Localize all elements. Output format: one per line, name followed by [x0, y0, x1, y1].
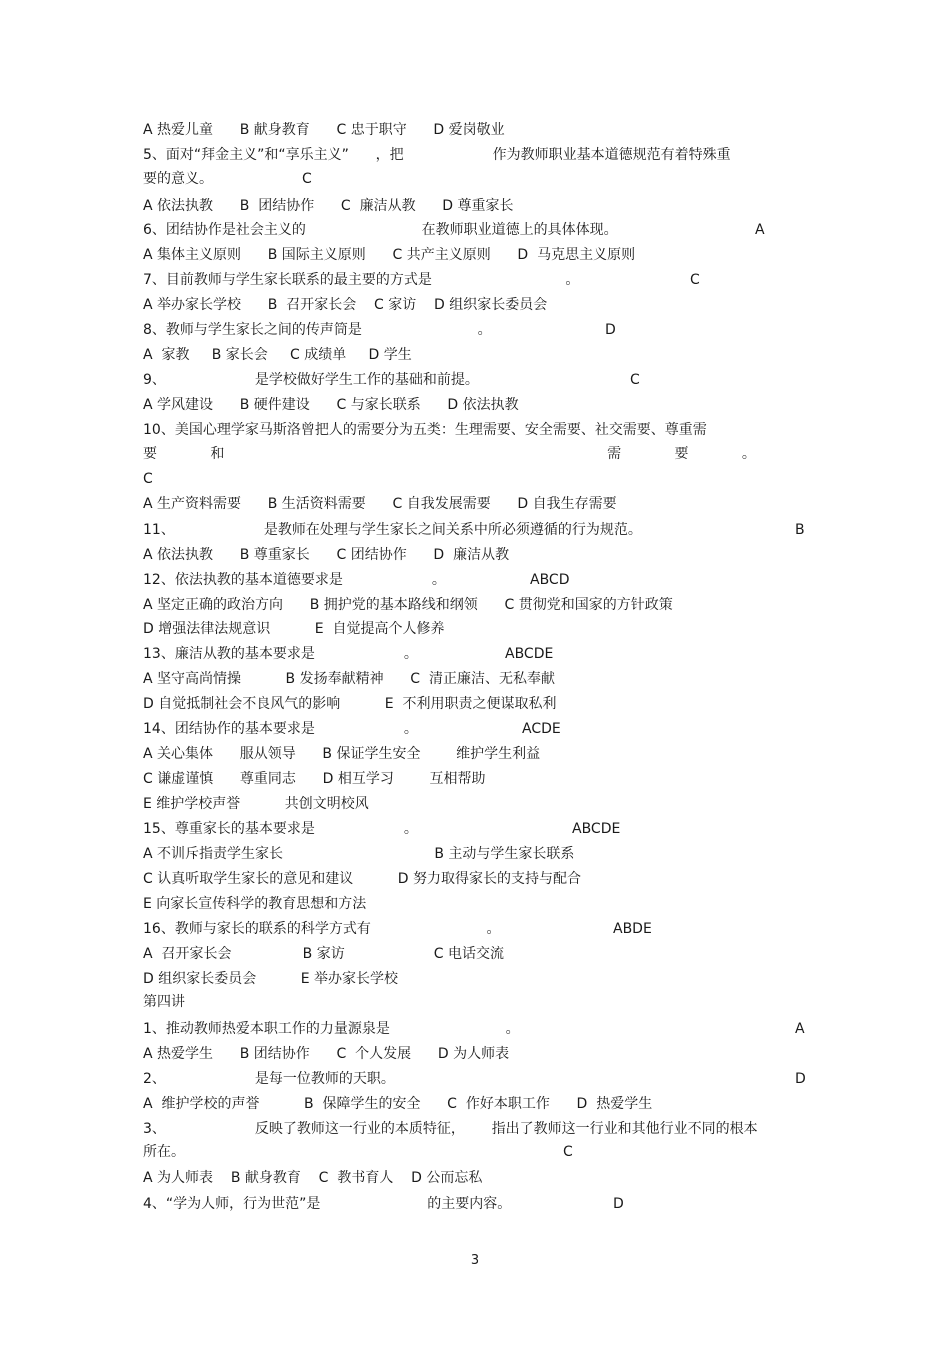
- line-text: A 坚定正确的政治方向 B 拥护党的基本路线和纲领 C 贯彻党和国家的方针政策: [143, 597, 673, 613]
- line-text: 要 和 需 要 。: [143, 446, 756, 462]
- answer-key: ACDE: [522, 721, 561, 737]
- line-text: A 不训斥指责学生家长 B 主动与学生家长联系: [143, 846, 575, 862]
- line-text: 6、团结协作是社会主义的 在教师职业道德上的具体体现。: [143, 222, 618, 238]
- line-text: A 维护学校的声誉 B 保障学生的安全 C 作好本职工作 D 热爱学生: [143, 1096, 653, 1112]
- page-number: 3: [470, 1253, 480, 1268]
- line-text: D 自觉抵制社会不良风气的影响 E 不利用职责之便谋取私利: [143, 696, 557, 712]
- line-text: 3、 反映了教师这一行业的本质特征， 指出了教师这一行业和其他行业不同的根本: [143, 1121, 758, 1137]
- line-text: A 学风建设 B 硬件建设 C 与家长联系 D 依法执教: [143, 397, 519, 413]
- line-text: 5、面对“拜金主义”和“享乐主义” ，把 作为教师职业基本道德规范有着特殊重: [143, 147, 731, 163]
- line-text: A 召开家长会 B 家访 C 电话交流: [143, 946, 504, 962]
- line-text: 1、推动教师热爱本职工作的力量源泉是 。: [143, 1021, 520, 1037]
- line-text: 4、“学为人师，行为世范”是 的主要内容。: [143, 1196, 512, 1212]
- line-text: A 家教 B 家长会 C 成绩单 D 学生: [143, 347, 412, 363]
- line-text: 9、 是学校做好学生工作的基础和前提。: [143, 372, 479, 388]
- answer-key: D: [795, 1071, 806, 1087]
- line-text: A 热爱儿童 B 献身教育 C 忠于职守 D 爱岗敬业: [143, 122, 505, 138]
- line-text: A 依法执教 B 尊重家长 C 团结协作 D 廉洁从教: [143, 547, 510, 563]
- answer-key: ABDE: [613, 921, 652, 937]
- line-text: A 热爱学生 B 团结协作 C 个人发展 D 为人师表: [143, 1046, 510, 1062]
- line-text: 12、依法执教的基本道德要求是 。: [143, 572, 446, 588]
- line-text: C: [143, 471, 153, 487]
- line-text: A 生产资料需要 B 生活资料需要 C 自我发展需要 D 自我生存需要: [143, 496, 617, 512]
- answer-key: D: [605, 322, 616, 338]
- section-heading: 第四讲: [143, 994, 185, 1010]
- line-text: C 谦虚谨慎 尊重同志 D 相互学习 互相帮助: [143, 771, 486, 787]
- answer-key: A: [795, 1021, 805, 1037]
- line-text: D 增强法律法规意识 E 自觉提高个人修养: [143, 621, 445, 637]
- line-text: 2、 是每一位教师的天职。: [143, 1071, 395, 1087]
- answer-key: C: [630, 372, 640, 388]
- answer-key: C: [563, 1144, 573, 1160]
- answer-key: C: [302, 171, 312, 187]
- line-text: 10、美国心理学家马斯洛曾把人的需要分为五类：生理需要、安全需要、社交需要、尊重需: [143, 422, 707, 438]
- line-text: 要的意义。: [143, 171, 213, 187]
- line-text: A 为人师表 B 献身教育 C 教书育人 D 公而忘私: [143, 1170, 483, 1186]
- answer-key: ABCD: [530, 572, 570, 588]
- line-text: C 认真听取学生家长的意见和建议 D 努力取得家长的支持与配合: [143, 871, 581, 887]
- line-text: A 依法执教 B 团结协作 C 廉洁从教 D 尊重家长: [143, 198, 514, 214]
- line-text: 14、团结协作的基本要求是 。: [143, 721, 418, 737]
- line-text: E 向家长宣传科学的教育思想和方法: [143, 896, 367, 912]
- line-text: 13、廉洁从教的基本要求是 。: [143, 646, 418, 662]
- line-text: 11、 是教师在处理与学生家长之间关系中所必须遵循的行为规范。: [143, 522, 642, 538]
- answer-key: C: [690, 272, 700, 288]
- answer-key: A: [755, 222, 765, 238]
- line-text: 所在。: [143, 1144, 185, 1160]
- answer-key: D: [613, 1196, 624, 1212]
- answer-key: ABCDE: [505, 646, 554, 662]
- answer-key: B: [795, 522, 805, 538]
- line-text: A 关心集体 服从领导 B 保证学生安全 维护学生利益: [143, 746, 541, 762]
- line-text: A 举办家长学校 B 召开家长会 C 家访 D 组织家长委员会: [143, 297, 548, 313]
- line-text: 15、尊重家长的基本要求是 。: [143, 821, 418, 837]
- answer-key: ABCDE: [572, 821, 621, 837]
- line-text: D 组织家长委员会 E 举办家长学校: [143, 971, 399, 987]
- line-text: 7、目前教师与学生家长联系的最主要的方式是 。: [143, 272, 580, 288]
- line-text: A 坚守高尚情操 B 发扬奉献精神 C 清正廉洁、无私奉献: [143, 671, 555, 687]
- line-text: A 集体主义原则 B 国际主义原则 C 共产主义原则 D 马克思主义原则: [143, 247, 636, 263]
- line-text: 16、教师与家长的联系的科学方式有 。: [143, 921, 501, 937]
- line-text: E 维护学校声誉 共创文明校风: [143, 796, 369, 812]
- line-text: 8、教师与学生家长之间的传声筒是 。: [143, 322, 492, 338]
